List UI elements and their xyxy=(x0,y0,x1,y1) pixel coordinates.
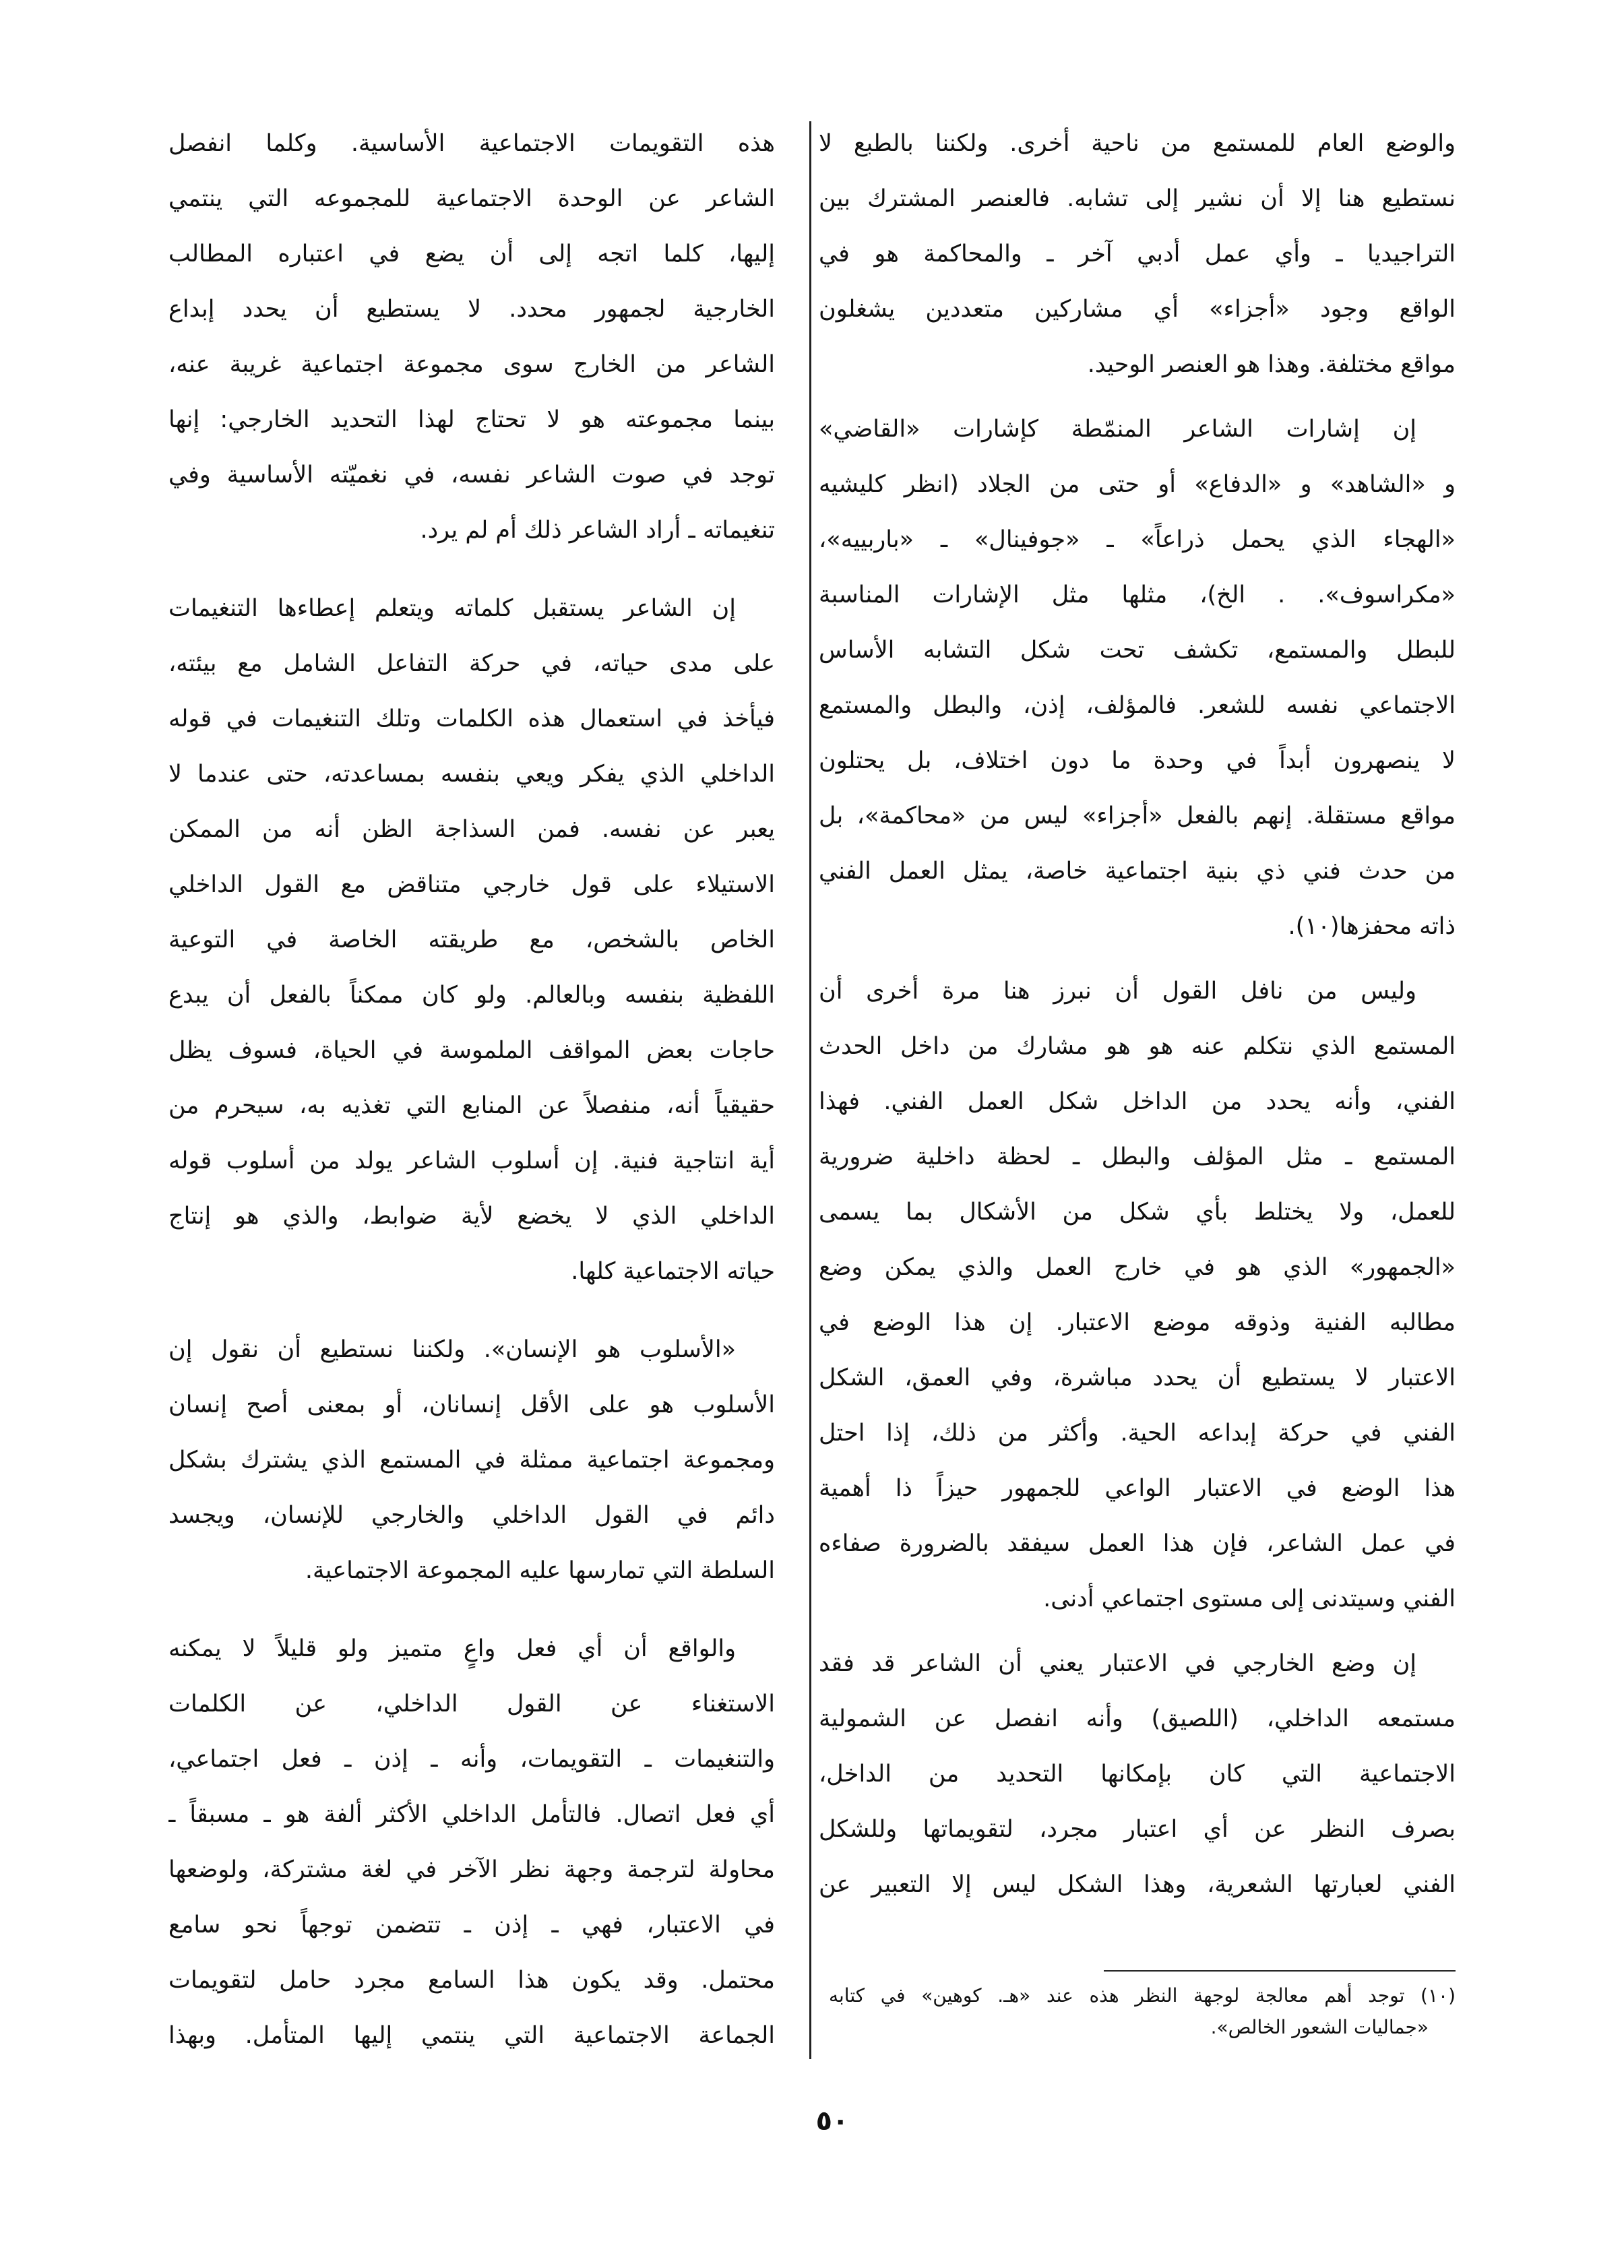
text-line: للعمل، ولا يختلط بأي شكل من الأشكال بما يسمى xyxy=(819,1199,1456,1226)
text-line: وليس من نافل القول أن نبرز هنا مرة أخرى أن xyxy=(819,978,1416,1005)
text-line: والتنغيمات ـ التقويمات، وأنه ـ إذن ـ فعل اجتماعي، xyxy=(168,1746,775,1773)
text-line: مطالبه الفنية وذوقه موضع الاعتبار. إن هذا الوضع في xyxy=(819,1309,1456,1336)
paragraph xyxy=(819,402,1456,954)
text-line: السلطة التي تمارسها عليه المجموعة الاجتماعية. xyxy=(305,1557,775,1584)
text-line: و «الشاهد» و «الدفاع» أو حتى من الجلاد (انظر كليشيه xyxy=(819,471,1456,498)
paragraph xyxy=(819,964,1456,1627)
text-line: «الأسلوب هو الإنسان». ولكننا نستطيع أن نقول إن xyxy=(168,1336,736,1363)
text-line: حاجات بعض المواقف الملموسة في الحياة، فسوف يظل xyxy=(168,1037,775,1064)
column-divider xyxy=(809,121,811,2059)
text-line: بصرف النظر عن أي اعتبار مجرد، لتقويماتها وللشكل xyxy=(819,1816,1456,1843)
text-line: الفني وسيتدنى إلى مستوى اجتماعي أدنى. xyxy=(1043,1585,1456,1612)
text-line: حقيقياً أنه، منفصلاً عن المنابع التي تغذيه به، سيحرم من xyxy=(168,1092,775,1119)
text-line: إن الشاعر يستقبل كلماته ويتعلم إعطاءها التنغيمات xyxy=(168,595,736,622)
text-line: على مدى حياته، في حركة التفاعل الشامل مع بيئته، xyxy=(168,650,775,677)
text-line: التراجيديا ـ وأي عمل أدبي آخر ـ والمحاكمة هو في xyxy=(819,241,1456,267)
text-line: إليها، كلما اتجه إلى أن يضع في اعتباره المطالب xyxy=(168,241,775,267)
text-line: الفني، وأنه يحدد من الداخل شكل العمل الفني. فهذا xyxy=(819,1088,1456,1115)
text-line: إن وضع الخارجي في الاعتبار يعني أن الشاعر قد فقد xyxy=(819,1650,1416,1677)
text-line: دائم في القول الداخلي والخارجي للإنسان، ويجسد xyxy=(168,1502,775,1529)
text-line: المستمع الذي نتكلم عنه هو هو مشارك من داخل الحدث xyxy=(819,1033,1456,1060)
text-line: الواقع وجود «أجزاء» أي مشاركين متعددين يشغلون xyxy=(819,296,1456,323)
text-line: فيأخذ في استعمال هذه الكلمات وتلك التنغيمات في قوله xyxy=(168,705,775,732)
text-line: الأسلوب هو على الأقل إنسانان، أو بمعنى أصح إنسان xyxy=(168,1391,775,1418)
text-line: أية انتاجية فنية. إن أسلوب الشاعر يولد من أسلوب قوله xyxy=(168,1147,775,1174)
text-line: بينما مجموعته هو لا تحتاج لهذا التحديد الخارجي: إنها xyxy=(168,406,775,433)
footnote-line: (١٠) توجد أهم معالجة لوجهة النظر هذه عند «هـ. كوهين» في كتابه xyxy=(829,1984,1456,2007)
text-line: مستمعه الداخلي، (اللصيق) وأنه انفصل عن الشمولية xyxy=(819,1705,1456,1732)
text-line: يعبر عن نفسه. فمن السذاجة الظن أنه من الممكن xyxy=(168,816,775,843)
text-line: الشاعر من الخارج سوى مجموعة اجتماعية غريبة عنه، xyxy=(168,351,775,378)
text-line: الاستيلاء على قول خارجي متناقض مع القول الداخلي xyxy=(168,871,775,898)
footnote-line: «جماليات الشعور الخالص». xyxy=(1210,2016,1429,2038)
paragraph xyxy=(819,116,1456,392)
text-line: والواقع أن أي فعل واعٍ متميز ولو قليلاً لا يمكنه xyxy=(168,1635,736,1662)
text-line: المستمع ـ مثل المؤلف والبطل ـ لحظة داخلية ضرورية xyxy=(819,1143,1456,1170)
text-line: ذاته محفزها(١٠). xyxy=(1288,913,1456,940)
paragraph xyxy=(819,1636,1456,1912)
text-line: إن إشارات الشاعر المنمّطة كإشارات «القاضي» xyxy=(819,416,1416,443)
page-number: ٥٠ xyxy=(815,2106,849,2137)
text-line: تنغيماته ـ أراد الشاعر ذلك أم لم يرد. xyxy=(420,517,775,544)
text-line: للبطل والمستمع، تكشف تحت شكل التشابه الأساس xyxy=(819,637,1456,664)
text-line: الشاعر عن الوحدة الاجتماعية للمجموعه التي ينتمي xyxy=(168,185,775,212)
text-line: الاعتبار لا يستطيع أن يحدد مباشرة، وفي العمق، الشكل xyxy=(819,1364,1456,1391)
right-text-column xyxy=(819,116,1456,1912)
paragraph xyxy=(168,1322,775,1598)
text-line: الداخلي الذي لا يخضع لأية ضوابط، والذي هو إنتاج xyxy=(168,1203,775,1230)
text-line: توجد في صوت الشاعر نفسه، في نغميّته الأساسية وفي xyxy=(168,462,775,489)
text-line: الاستغناء عن القول الداخلي، عن الكلمات xyxy=(168,1691,775,1718)
text-line: ومجموعة اجتماعية ممثلة في المستمع الذي يشترك بشكل xyxy=(168,1447,775,1474)
text-line: الداخلي الذي يفكر ويعي بنفسه بمساعدته، حتى عندما لا xyxy=(168,761,775,788)
text-line: مواقع مختلفة. وهذا هو العنصر الوحيد. xyxy=(1087,351,1456,378)
text-line: في عمل الشاعر، فإن هذا العمل سيفقد بالضرورة صفاءه xyxy=(819,1530,1456,1557)
text-line: الفني لعبارتها الشعرية، وهذا الشكل ليس إلا التعبير عن xyxy=(819,1871,1456,1898)
text-line: الاجتماعية التي كان بإمكانها التحديد من الداخل، xyxy=(819,1761,1456,1788)
footnote xyxy=(829,1980,1456,2043)
text-line: الفني في حركة إبداعه الحية. وأكثر من ذلك، إذا احتل xyxy=(819,1420,1456,1447)
text-line: اللفظية بنفسه وبالعالم. ولو كان ممكناً بالفعل أن يبدع xyxy=(168,982,775,1009)
text-line: الخارجية لجمهور محدد. لا يستطيع أن يحدد إبداع xyxy=(168,296,775,323)
text-line: هذا الوضع في الاعتبار الواعي للجمهور حيزاً ذا أهمية xyxy=(819,1475,1456,1502)
footnote-rule xyxy=(1104,1970,1456,1972)
text-line: أي فعل اتصال. فالتأمل الداخلي الأكثر ألفة هو ـ مسبقاً ـ xyxy=(168,1801,775,1828)
paragraph xyxy=(168,581,775,1299)
paragraph xyxy=(168,116,775,558)
paragraph xyxy=(168,1621,775,2063)
left-text-column xyxy=(168,116,775,2063)
text-line: الاجتماعي نفسه للشعر. فالمؤلف، إذن، والبطل والمستمع xyxy=(819,692,1456,719)
text-line: «مكراسوف». . الخ)، مثلها مثل الإشارات المناسبة xyxy=(819,581,1456,608)
text-line: «الجمهور» الذي هو في خارج العمل والذي يمكن وضع xyxy=(819,1254,1456,1281)
text-line: مواقع مستقلة. إنهم بالفعل «أجزاء» ليس من «محاكمة»، بل xyxy=(819,802,1456,829)
text-line: من حدث فني ذي بنية اجتماعية خاصة، يمثل العمل الفني xyxy=(819,858,1456,885)
text-line: في الاعتبار، فهي ـ إذن ـ تتضمن توجهاً نحو سامع xyxy=(168,1912,775,1939)
text-line: والوضع العام للمستمع من ناحية أخرى. ولكننا بالطبع لا xyxy=(819,130,1456,157)
text-line: محتمل. وقد يكون هذا السامع مجرد حامل لتقويمات xyxy=(168,1967,775,1994)
text-line: الجماعة الاجتماعية التي ينتمي إليها المتأمل. وبهذا xyxy=(168,2022,775,2049)
text-line: محاولة لترجمة وجهة نظر الآخر في لغة مشتركة، ولوضعها xyxy=(168,1856,775,1883)
text-line: نستطيع هنا إلا أن نشير إلى تشابه. فالعنصر المشترك بين xyxy=(819,185,1456,212)
text-line: هذه التقويمات الاجتماعية الأساسية. وكلما انفصل xyxy=(168,130,775,157)
text-line: حياته الاجتماعية كلها. xyxy=(571,1258,775,1285)
text-line: لا ينصهرون أبداً في وحدة ما دون اختلاف، بل يحتلون xyxy=(819,747,1456,774)
text-line: «الهجاء الذي يحمل ذراعاً» ـ «جوفينال» ـ «باربييه»، xyxy=(819,526,1456,553)
text-line: الخاص بالشخص، مع طريقته الخاصة في التوعية xyxy=(168,926,775,953)
